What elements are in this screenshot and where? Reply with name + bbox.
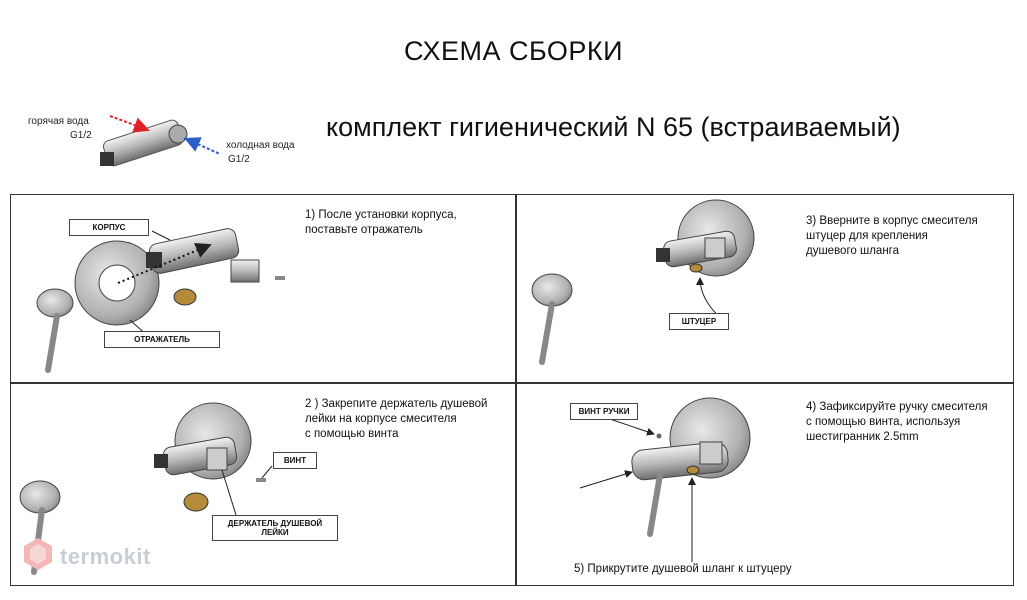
label-screw: ВИНТ — [273, 452, 317, 469]
cold-water-thread: G1/2 — [228, 154, 250, 165]
step1-text: 1) После установки корпуса, поставьте отражатель — [305, 209, 457, 236]
product-subtitle: комплект гигиенический N 65 (встраиваемый) — [326, 112, 901, 142]
intro-body-drawing — [100, 116, 220, 167]
label-fitting: ШТУЦЕР — [669, 313, 729, 330]
cold-water-label: холодная вода — [226, 140, 295, 151]
step5-text: 5) Прикрутите душевой шланг к штуцеру — [574, 563, 792, 575]
hot-water-label: горячая вода — [28, 116, 89, 127]
grid-divider-vertical — [515, 194, 517, 586]
label-handle-screw: ВИНТ РУЧКИ — [570, 403, 638, 420]
page-title: СХЕМА СБОРКИ — [403, 36, 624, 66]
grid-divider-horizontal — [10, 382, 1014, 384]
step3-text: 3) Вверните в корпус смесителя штуцер для крепления душевого шланга — [806, 215, 978, 257]
step2-text: 2 ) Закрепите держатель душевой лейки на корпусе смесителя с помощью винта — [305, 398, 488, 440]
hot-water-thread: G1/2 — [70, 130, 92, 141]
label-reflector: ОТРАЖАТЕЛЬ — [104, 331, 220, 348]
watermark: termokit — [60, 544, 151, 569]
step4-text: 4) Зафиксируйте ручку смесителя с помощью винта, используя шестигранник 2.5mm — [806, 401, 988, 443]
label-body: КОРПУС — [69, 219, 149, 236]
label-shower-holder: ДЕРЖАТЕЛЬ ДУШЕВОЙ ЛЕЙКИ — [212, 515, 338, 541]
